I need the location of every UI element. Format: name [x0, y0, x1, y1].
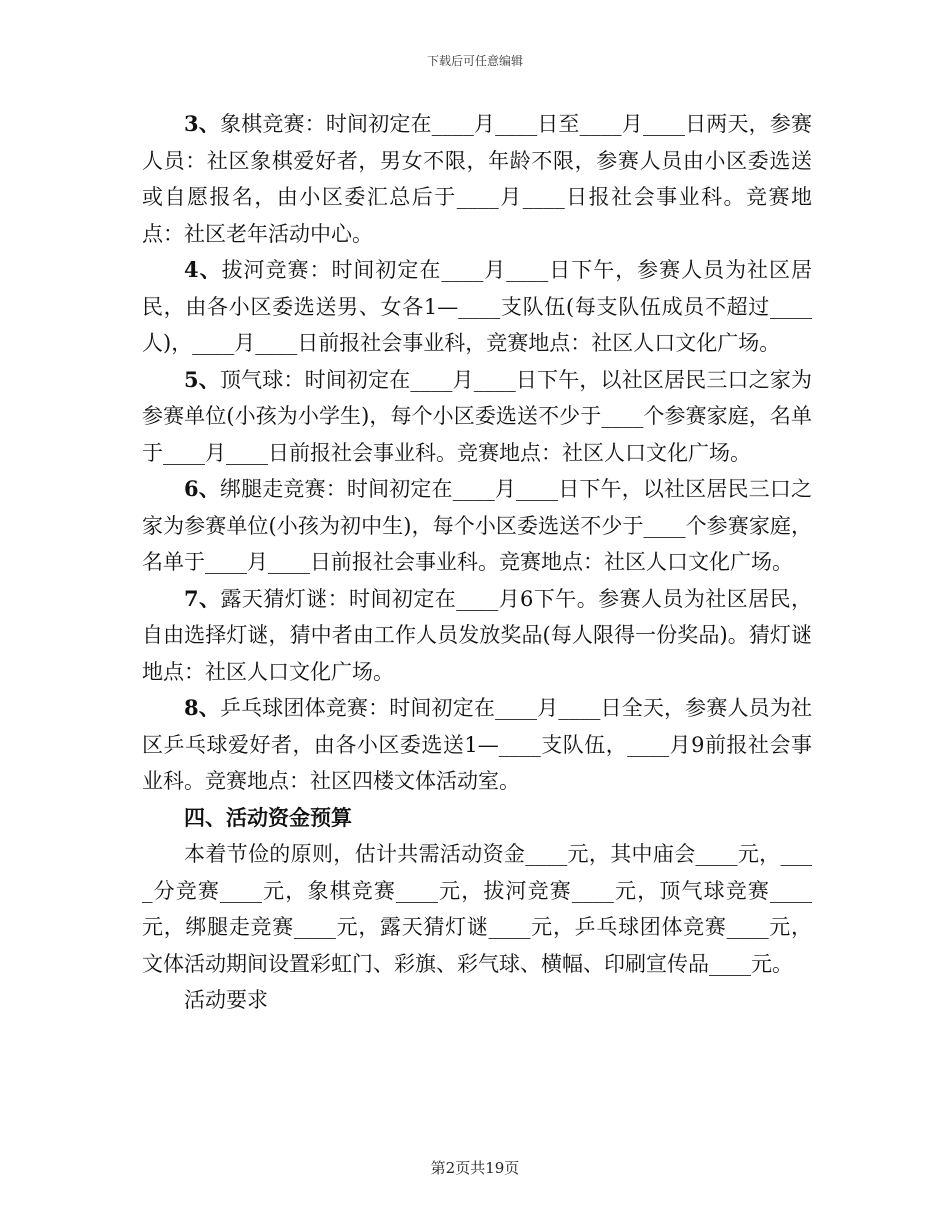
budget-paragraph: 本着节俭的原则，估计共需活动资金____元，其中庙会____元，____分竞赛____元，象棋竞赛____元，拔河竞赛____元，顶气球竞赛____元，绑腿走竞赛____元，露天猜灯谜____元，乒乓球团体竞赛____元，文体活动期间设置彩虹门、彩旗、彩气球、横幅、印刷宣传品____元。 — [142, 842, 812, 976]
document-body — [142, 106, 812, 1019]
item-number: 5、 — [184, 366, 220, 392]
requirements-label: 活动要求 — [184, 988, 268, 1012]
item-number: 8、 — [184, 695, 220, 720]
page-header: 下载后可任意编辑 — [426, 54, 523, 68]
list-item — [142, 252, 812, 362]
item-text: 拔河竞赛：时间初定在____月____日下午，参赛人员为社区居民，由各小区委选送男、女各1—____支队伍(每支队伍成员不超过____人)，____月____日前报社会事业科，竞赛地点：社区人口文化广场。 — [142, 258, 812, 355]
page-footer: 第2页共19页 — [430, 1159, 520, 1177]
list-item — [142, 581, 812, 691]
item-number: 4、 — [184, 257, 222, 282]
section-heading: 四、活动资金预算 — [184, 804, 352, 830]
list-item — [142, 106, 812, 252]
item-text: 露天猜灯谜：时间初定在____月6下午。参赛人员为社区居民，自由选择灯谜，猜中者由工作人员发放奖品(每人限得一份奖品)。猜灯谜地点：社区人口文化广场。 — [142, 586, 813, 684]
list-item — [142, 471, 812, 581]
item-text: 乒乓球团体竞赛：时间初定在____月____日全天，参赛人员为社区乒乓球爱好者，由各小区委选送1—____支队伍，____月9前报社会事业科。竞赛地点：社区四楼文体活动室。 — [142, 696, 812, 793]
item-text: 绑腿走竞赛：时间初定在____月____日下午，以社区居民三口之家为参赛单位(小孩为初中生)，每个小区委选送不少于____个参赛家庭，名单于____月____日前报社会事业科。竞赛地点：社区人口文化广场。 — [142, 477, 812, 574]
item-number: 6、 — [184, 476, 220, 501]
list-item — [142, 362, 812, 472]
list-item — [142, 690, 812, 800]
item-number: 7、 — [184, 585, 221, 611]
item-text: 象棋竞赛：时间初定在____月____日至____月____日两天，参赛人员：社区象棋爱好者，男女不限，年龄不限，参赛人员由小区委选送或自愿报名，由小区委汇总后于____月____日报社会事业科。竞赛地点：社区老年活动中心。 — [142, 112, 812, 246]
item-text: 顶气球：时间初定在____月____日下午，以社区居民三口之家为参赛单位(小孩为小学生)，每个小区委选送不少于____个参赛家庭，名单于____月____日前报社会事业科。竞赛地点：社区人口文化广场。 — [142, 367, 812, 465]
item-number: 3、 — [184, 111, 220, 136]
